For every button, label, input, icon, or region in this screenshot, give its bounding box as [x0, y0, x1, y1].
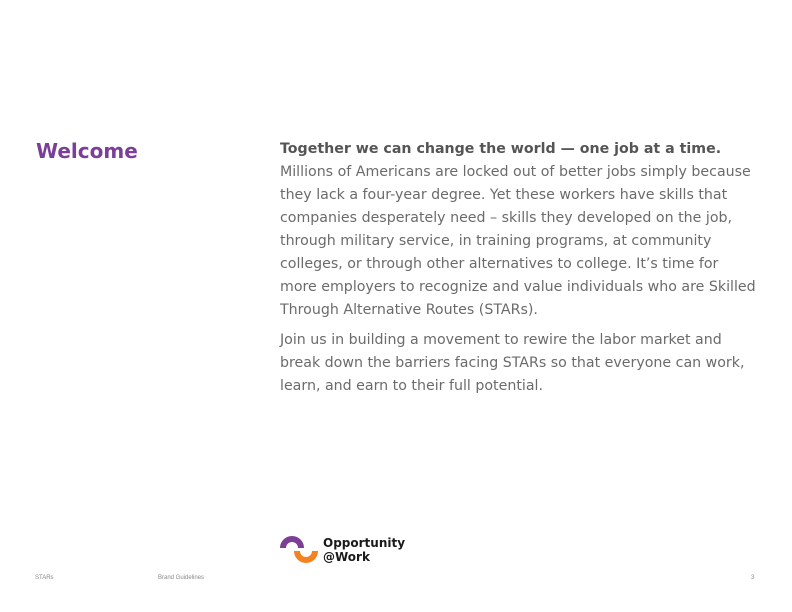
page-title: Welcome [36, 139, 138, 163]
call-to-action-paragraph: Join us in building a movement to rewire the labor market and break down the barriers facing STARs so that everyone can work, learn, and earn to their full potential. [280, 332, 745, 394]
intro-lead: Together we can change the world — one job at a time. [280, 141, 722, 157]
footer-page-number: 3 [751, 575, 755, 581]
footer-section-label: STARs [35, 575, 54, 581]
opportunity-at-work-logo [280, 534, 405, 566]
logo-wordmark [323, 536, 405, 564]
body-text [280, 138, 758, 405]
logo-mark-icon [280, 535, 318, 565]
logo-line-1: Opportunity [323, 536, 406, 550]
logo-line-2: @Work [323, 550, 370, 564]
intro-rest: Millions of Americans are locked out of better jobs simply because they lack a four-year degree. Yet these workers have skills that companies desperately need – skills they developed on the job, through military service, in training programs, at community colleges, or through other alternatives to college. It’s time for more employers to recognize and value individuals who are Skilled Through Alternative Routes (STARs). [280, 164, 756, 318]
intro-paragraph [280, 138, 758, 322]
footer-document-title: Brand Guidelines [158, 575, 205, 581]
